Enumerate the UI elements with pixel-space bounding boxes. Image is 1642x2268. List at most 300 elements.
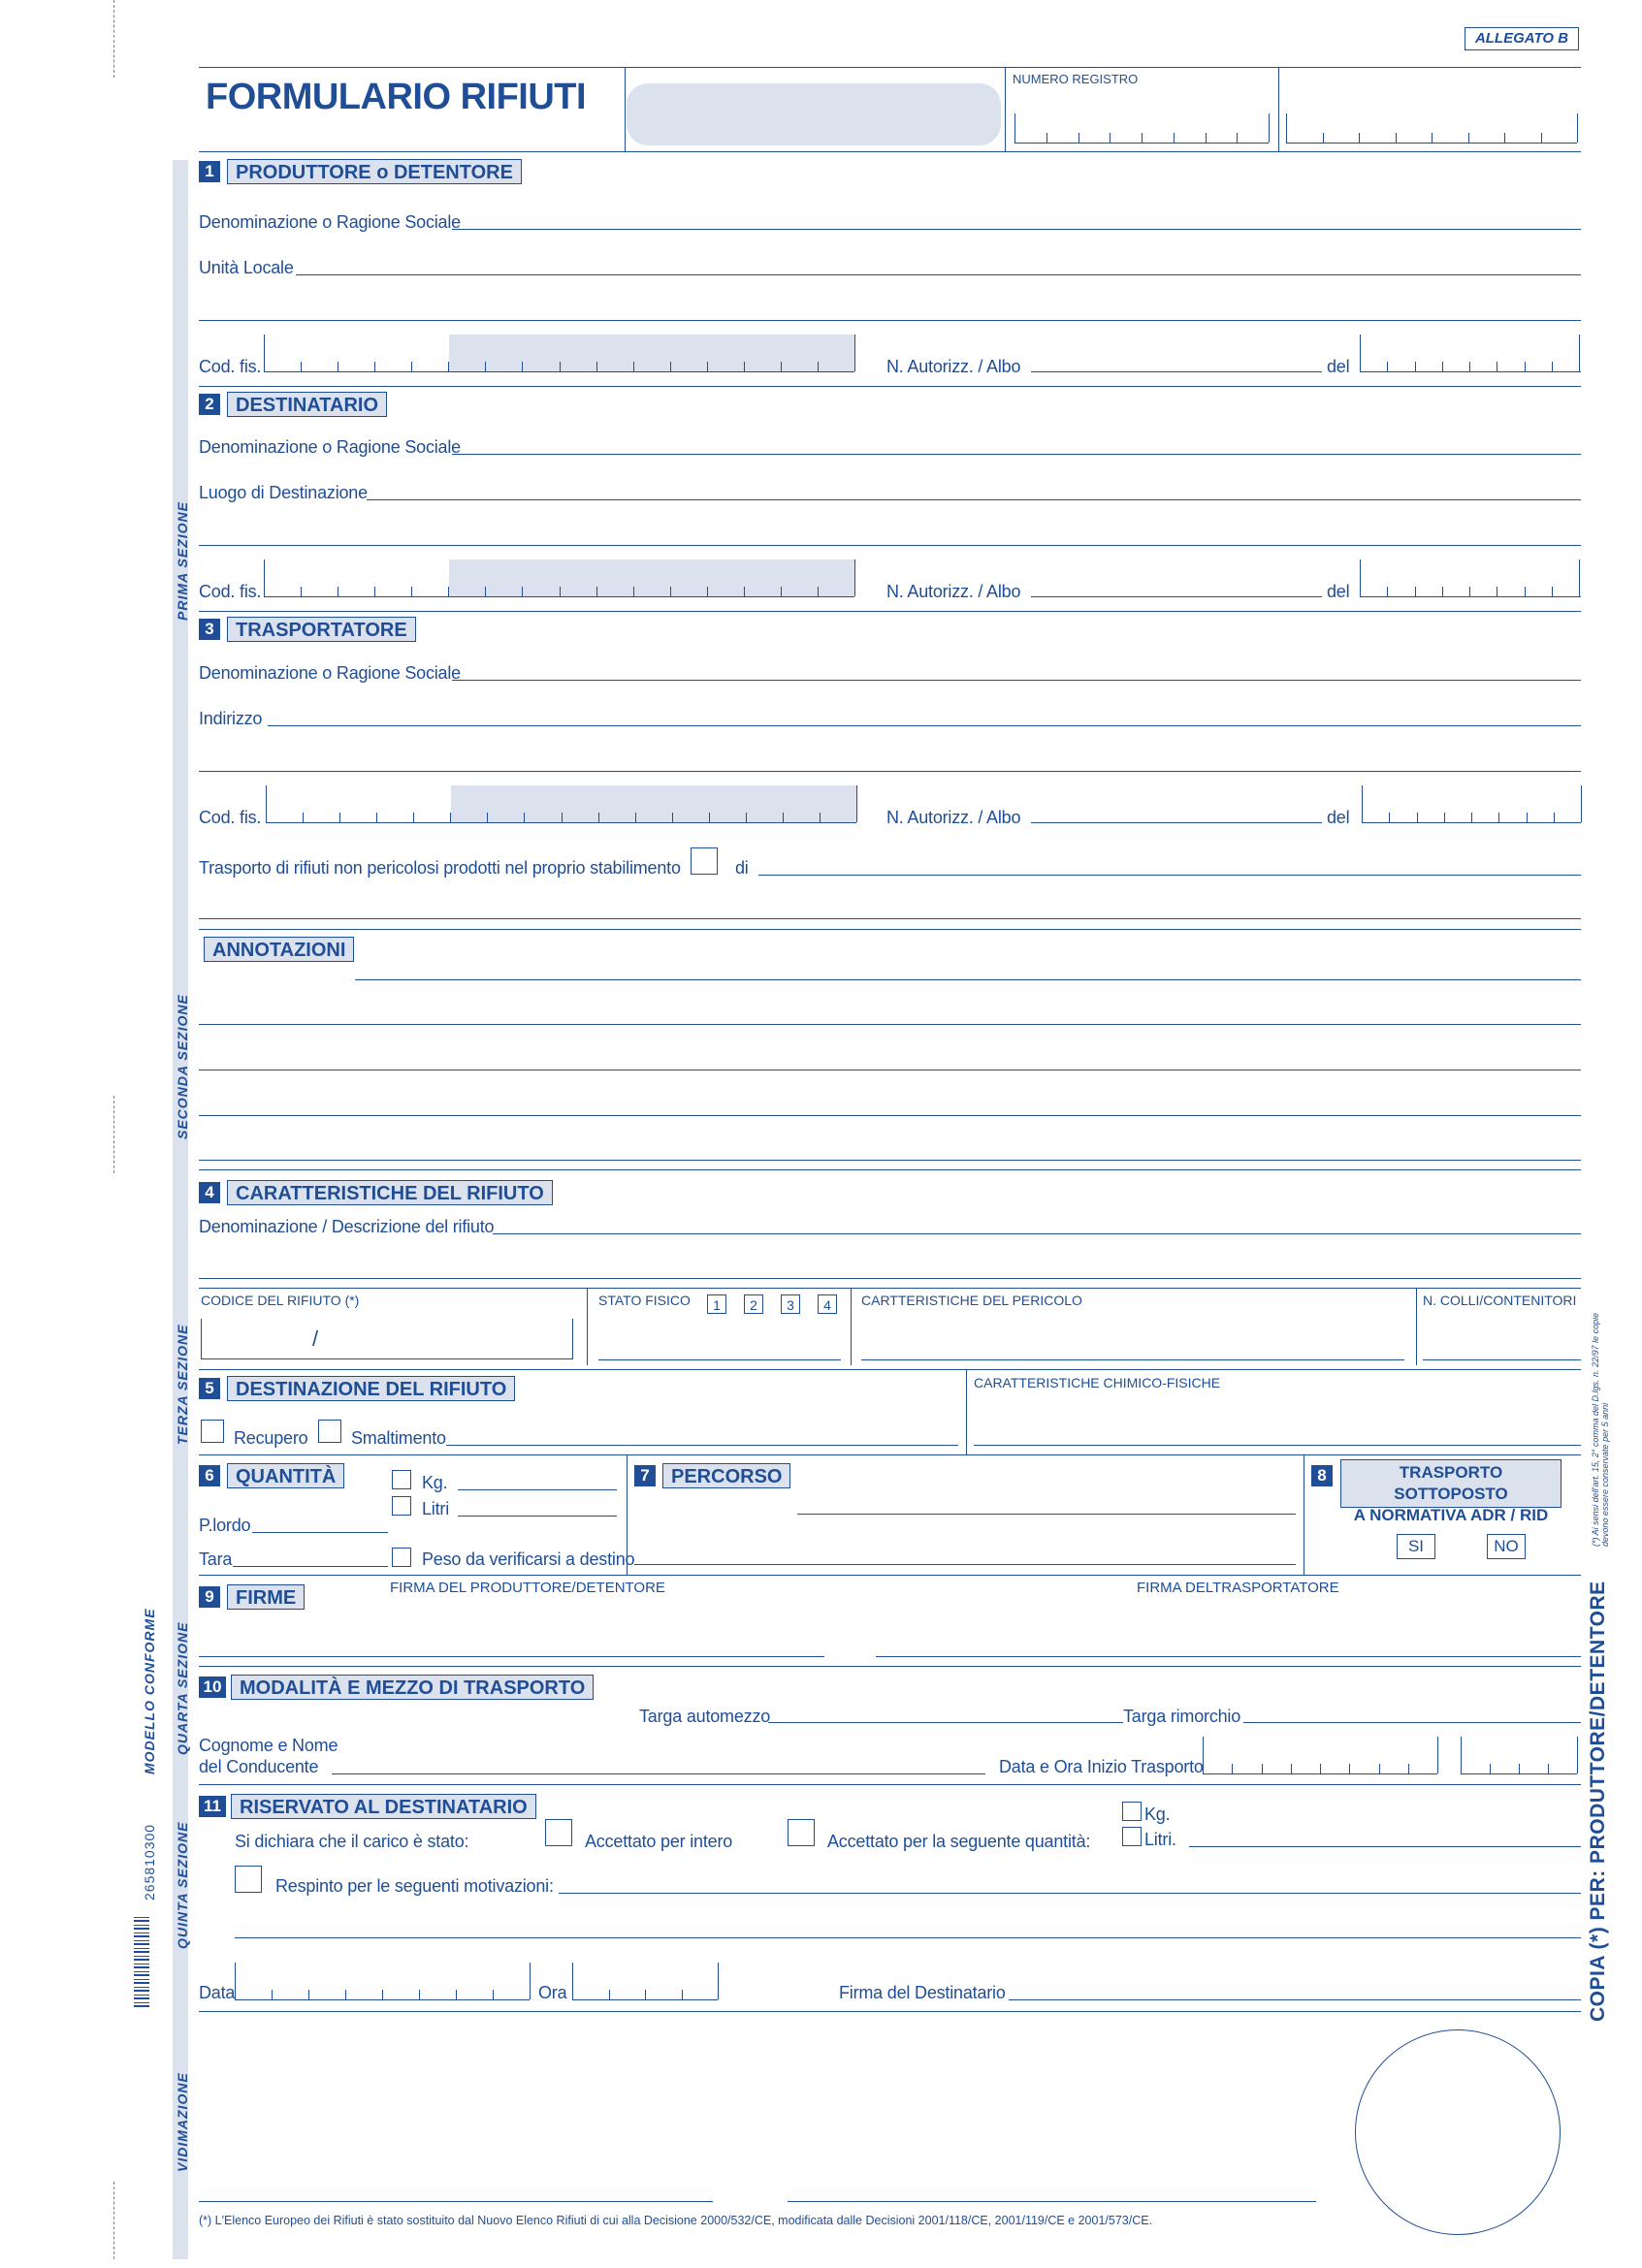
accettato-intero-checkbox[interactable] (545, 1819, 572, 1846)
tick (1110, 133, 1111, 143)
tick (1437, 1737, 1438, 1773)
tick (572, 1963, 573, 1999)
tick (670, 362, 671, 371)
section-number: 8 (1311, 1465, 1333, 1486)
tick (1552, 362, 1553, 371)
tick (856, 785, 857, 822)
section-divider (199, 386, 1581, 387)
tick (562, 813, 563, 822)
ora-field[interactable] (572, 1999, 718, 2000)
field-label: Cod. fis. (199, 808, 262, 827)
section-number: 1 (199, 161, 220, 182)
section-title: PRODUTTORE o DETENTORE (227, 159, 522, 184)
field-label: Denominazione o Ragione Sociale (199, 663, 461, 683)
section-divider (199, 1169, 1581, 1170)
tick (1203, 1737, 1204, 1773)
tick (672, 813, 673, 822)
tick (339, 813, 340, 822)
accettato-quantita-checkbox[interactable] (788, 1819, 815, 1846)
section-number: 4 (199, 1182, 220, 1203)
tick (524, 813, 525, 822)
section-divider (199, 1454, 1581, 1455)
tick (448, 362, 449, 371)
field-label: Denominazione / Descrizione del rifiuto (199, 1217, 495, 1236)
tick (1387, 587, 1388, 596)
stabilimento-checkbox[interactable] (691, 847, 718, 875)
tick (1415, 362, 1416, 371)
checkbox-label: Smaltimento (351, 1428, 446, 1448)
field-label: Cognome e Nome (199, 1736, 338, 1755)
tick (682, 1990, 683, 1999)
litri-checkbox[interactable] (1122, 1827, 1142, 1846)
field-label: di (735, 858, 749, 878)
descrizione-field-2[interactable] (199, 1278, 1581, 1279)
respinto-field-2[interactable] (235, 1937, 1581, 1938)
tick (303, 813, 304, 822)
tick (1415, 587, 1416, 596)
descrizione-field[interactable] (493, 1233, 1581, 1234)
tick (1444, 813, 1445, 822)
stato-fisico-1[interactable]: 1 (707, 1294, 726, 1314)
perforation-mark (113, 2182, 114, 2259)
tick (1206, 133, 1207, 143)
section-title: PERCORSO (662, 1463, 790, 1488)
del-field[interactable] (1360, 371, 1581, 372)
tick (1408, 1764, 1409, 1773)
checkbox-label: Litri. (1144, 1830, 1176, 1849)
section-divider (199, 1369, 1581, 1370)
kg-checkbox[interactable] (1122, 1802, 1142, 1821)
adr-si-box[interactable]: SI (1397, 1534, 1435, 1559)
stato-fisico-4[interactable]: 4 (818, 1294, 837, 1314)
tick (1142, 133, 1143, 143)
percorso-field-2[interactable] (634, 1564, 1296, 1565)
firma-destinatario-field[interactable] (1009, 1999, 1581, 2000)
form-title: FORMULARIO RIFIUTI (206, 77, 587, 117)
tick (382, 1990, 383, 1999)
codice-slash: / (312, 1326, 318, 1351)
section-divider (199, 1575, 1581, 1576)
field-label: del Conducente (199, 1757, 319, 1776)
table-top-line (199, 1288, 1581, 1289)
tick (1432, 133, 1433, 143)
stamp-circle (1355, 2029, 1561, 2235)
checkbox-label: Peso da verificarsi a destino (422, 1549, 635, 1569)
tick (301, 362, 302, 371)
column-divider (587, 1288, 588, 1365)
tick (1554, 813, 1555, 822)
section-title (1340, 1459, 1562, 1524)
field-label: Data (199, 1983, 236, 2002)
legal-note-vertical: (*) Ai sensi dell'art. 15, 2° comma del D.lgs. n. 22/97 le copie devono essere conservate per 5 anni (1591, 1312, 1610, 1547)
field-label: Denominazione o Ragione Sociale (199, 437, 461, 457)
unita-locale-field[interactable] (296, 274, 1581, 275)
litri-field[interactable] (458, 1516, 617, 1517)
luogo-field-2[interactable] (199, 545, 1581, 546)
plordo-field[interactable] (252, 1532, 388, 1533)
barcode-icon (134, 1915, 149, 2007)
tick (1362, 785, 1363, 822)
header-divider (1278, 67, 1279, 151)
tick (707, 362, 708, 371)
firma-label: FIRMA DEL PRODUTTORE/DETENTORE (390, 1580, 665, 1596)
tick (560, 587, 561, 596)
tick (783, 813, 784, 822)
data-inizio-field[interactable] (1203, 1773, 1437, 1774)
colli-field[interactable] (1423, 1359, 1581, 1360)
tick (1359, 133, 1360, 143)
section-divider (199, 1666, 1581, 1667)
luogo-field[interactable] (367, 499, 1581, 500)
section-title: ANNOTAZIONI (204, 937, 354, 962)
tick (1323, 133, 1324, 143)
checkbox-label: Kg. (422, 1473, 448, 1492)
tick (744, 587, 745, 596)
tick (1525, 362, 1526, 371)
cod-fis-field[interactable] (264, 371, 854, 372)
section-divider (199, 929, 1581, 930)
checkbox-label: Litri (422, 1499, 450, 1518)
tick (560, 362, 561, 371)
tick (374, 362, 375, 371)
tick (264, 559, 265, 596)
destinazione-field[interactable] (446, 1445, 958, 1446)
column-label: CARTTERISTICHE DEL PERICOLO (861, 1293, 1082, 1308)
header-divider (1005, 67, 1006, 151)
section-title: DESTINATARIO (227, 392, 387, 417)
chimico-field[interactable] (974, 1445, 1581, 1446)
tick (530, 1963, 531, 1999)
copy-label: COPIA (*) PER: PRODUTTORE/DETENTORE (1587, 1581, 1609, 2022)
annotazioni-line[interactable] (199, 1024, 1581, 1025)
adr-title-line2: A NORMATIVA ADR / RID (1353, 1506, 1549, 1524)
tick (1498, 813, 1499, 822)
field-label: Si dichiara che il carico è stato: (235, 1832, 469, 1851)
column-label: N. COLLI/CONTENITORI (1423, 1293, 1577, 1308)
section-number: 6 (199, 1465, 220, 1486)
tick (1389, 813, 1390, 822)
tick (1525, 587, 1526, 596)
tick (1379, 1764, 1380, 1773)
section-number: 9 (199, 1586, 220, 1608)
tick (1237, 133, 1238, 143)
tick (746, 813, 747, 822)
tick (448, 587, 449, 596)
peso-checkbox[interactable] (392, 1548, 411, 1567)
percorso-field[interactable] (797, 1514, 1296, 1515)
tick (1417, 813, 1418, 822)
quantita-field[interactable] (1189, 1846, 1581, 1847)
field-label: del (1327, 808, 1350, 827)
tick (272, 1990, 273, 1999)
tick (1577, 113, 1578, 143)
perforation-mark (113, 1096, 114, 1173)
tick (1291, 1764, 1292, 1773)
stato-fisico-field[interactable] (598, 1359, 841, 1360)
tick (707, 587, 708, 596)
tick (450, 813, 451, 822)
field-label: Data e Ora Inizio Trasporto (999, 1757, 1204, 1776)
side-label-terza: TERZA SEZIONE (175, 1324, 190, 1445)
annotazioni-line[interactable] (355, 979, 1581, 980)
tick (609, 1990, 610, 1999)
column-label: CODICE DEL RIFIUTO (*) (201, 1293, 360, 1308)
tick (1286, 113, 1287, 143)
section-number: 11 (199, 1796, 226, 1817)
vidimazione-line[interactable] (199, 2201, 713, 2202)
tick (1519, 1764, 1520, 1773)
tick (308, 1990, 309, 1999)
tick (1387, 362, 1388, 371)
tick (1469, 587, 1470, 596)
checkbox-label: Recupero (234, 1428, 308, 1448)
checkbox-label: Respinto per le seguenti motivazioni: (275, 1876, 554, 1896)
cod-fis-shaded (449, 559, 854, 596)
conducente-field[interactable] (332, 1773, 985, 1774)
denominazione-field[interactable] (452, 454, 1581, 455)
footer-note: (*) L'Elenco Europeo dei Rifiuti è stato sostituito dal Nuovo Elenco Rifiuti di cui alla Decisione 2000/532/CE, modificata dalle Decisioni 2001/118/CE, 2001/119/CE e 2001/573/CE. (199, 2214, 1153, 2227)
section-number: 5 (199, 1378, 220, 1399)
field-label: del (1327, 582, 1350, 601)
tick (1461, 1737, 1462, 1773)
recupero-checkbox[interactable] (201, 1420, 224, 1443)
tick (1579, 335, 1580, 371)
tick (485, 362, 486, 371)
tick (781, 362, 782, 371)
denominazione-field[interactable] (452, 680, 1581, 681)
indirizzo-field[interactable] (268, 725, 1581, 726)
section-divider (199, 1784, 1581, 1785)
side-label-seconda: SECONDA SEZIONE (175, 994, 190, 1139)
kg-checkbox[interactable] (392, 1470, 411, 1489)
section-title: FIRME (227, 1584, 305, 1610)
field-label: N. Autorizz. / Albo (886, 808, 1021, 827)
targa-rimorchio-field[interactable] (1243, 1722, 1581, 1723)
header-shaded-field (627, 83, 1001, 145)
column-divider (1416, 1288, 1417, 1365)
checkbox-label: Accettato per la seguente quantità: (827, 1832, 1091, 1851)
tick (1577, 1737, 1578, 1773)
tick (493, 1990, 494, 1999)
tick (376, 813, 377, 822)
tick (818, 587, 819, 596)
tick (1046, 133, 1047, 143)
column-label: STATO FISICO (598, 1293, 691, 1308)
tick (456, 1990, 457, 1999)
tick (633, 362, 634, 371)
registro-field[interactable] (1014, 143, 1269, 144)
tick (1360, 335, 1361, 371)
tick (1552, 587, 1553, 596)
section-title: QUANTITÀ (227, 1463, 344, 1488)
vidimazione-line-2[interactable] (788, 2201, 1316, 2202)
autorizz-field[interactable] (1031, 822, 1322, 823)
adr-no-box[interactable]: NO (1487, 1534, 1526, 1559)
codice-field[interactable] (201, 1319, 573, 1359)
section-number: 3 (199, 619, 220, 640)
tick (1349, 1764, 1350, 1773)
field-label: Unità Locale (199, 258, 294, 277)
tick (818, 362, 819, 371)
tick (487, 813, 488, 822)
del-field[interactable] (1362, 822, 1581, 823)
cod-fis-field[interactable] (266, 822, 856, 823)
autorizz-field[interactable] (1031, 371, 1322, 372)
checkbox-label: Kg. (1144, 1805, 1171, 1824)
tick (522, 587, 523, 596)
tick (854, 559, 855, 596)
header-bottom-line (199, 151, 1581, 152)
side-label-codice: 265810300 (142, 1823, 157, 1901)
tick (744, 362, 745, 371)
cod-fis-field[interactable] (264, 596, 854, 597)
header-top-line (199, 67, 1581, 68)
tick (645, 1990, 646, 1999)
stabilimento-field-2[interactable] (199, 918, 1581, 919)
section-title: TRASPORTATORE (227, 617, 416, 642)
field-label: Trasporto di rifiuti non pericolosi prodotti nel proprio stabilimento (199, 858, 681, 878)
section-title: DESTINAZIONE DEL RIFIUTO (227, 1376, 515, 1401)
tick (1014, 113, 1015, 143)
field-label: Cod. fis. (199, 582, 262, 601)
tick (709, 813, 710, 822)
del-field[interactable] (1360, 596, 1581, 597)
side-label-quinta: QUINTA SEZIONE (175, 1821, 190, 1949)
respinto-checkbox[interactable] (235, 1866, 262, 1893)
tick (596, 362, 597, 371)
denominazione-field[interactable] (452, 229, 1581, 230)
side-label-modello: MODELLO CONFORME (142, 1608, 157, 1774)
tick (1490, 1764, 1491, 1773)
section-title: MODALITÀ E MEZZO DI TRASPORTO (231, 1675, 594, 1700)
tick (633, 587, 634, 596)
section-title: RISERVATO AL DESTINATARIO (231, 1794, 536, 1819)
tick (411, 362, 412, 371)
annotazioni-line[interactable] (199, 1160, 1581, 1161)
tick (1174, 133, 1175, 143)
stabilimento-field[interactable] (758, 875, 1581, 876)
allegato-badge: ALLEGATO B (1465, 27, 1579, 50)
checkbox-label: Accettato per intero (585, 1832, 733, 1851)
annotazioni-line[interactable] (199, 1115, 1581, 1116)
tick (301, 587, 302, 596)
tick (374, 587, 375, 596)
cod-fis-shaded (449, 335, 854, 371)
pericolo-field[interactable] (861, 1359, 1404, 1360)
firma-trasportatore-field[interactable] (876, 1656, 1581, 1657)
firma-produttore-field[interactable] (199, 1656, 824, 1657)
targa-auto-field[interactable] (768, 1722, 1123, 1723)
ora-inizio-field[interactable] (1461, 1773, 1577, 1774)
field-label: del (1327, 357, 1350, 376)
unita-locale-field-2[interactable] (199, 320, 1581, 321)
column-divider (966, 1369, 967, 1454)
autorizz-field[interactable] (1031, 596, 1322, 597)
registro-field-2[interactable] (1286, 143, 1577, 144)
section-divider (199, 611, 1581, 612)
tick (781, 587, 782, 596)
tick (1269, 113, 1270, 143)
section-divider (199, 2011, 1581, 2012)
tick (1360, 559, 1361, 596)
tick (1396, 133, 1397, 143)
side-label-quarta: QUARTA SEZIONE (175, 1621, 190, 1755)
tick (718, 1963, 719, 1999)
tick (485, 587, 486, 596)
tick (598, 813, 599, 822)
tick (596, 587, 597, 596)
tick (1548, 1764, 1549, 1773)
tick (411, 587, 412, 596)
firma-label: FIRMA DELTRASPORTATORE (1137, 1580, 1339, 1596)
tick (1320, 1764, 1321, 1773)
header-divider (625, 67, 626, 151)
field-label: Targa rimorchio (1123, 1707, 1241, 1726)
field-label: Ora (538, 1983, 567, 2002)
tick (1468, 133, 1469, 143)
tick (1232, 1764, 1233, 1773)
field-label: P.lordo (199, 1516, 251, 1535)
indirizzo-field-2[interactable] (199, 771, 1581, 772)
smaltimento-checkbox[interactable] (318, 1420, 341, 1443)
section-title: CARATTERISTICHE DEL RIFIUTO (227, 1180, 553, 1205)
field-label: Denominazione o Ragione Sociale (199, 212, 461, 232)
field-label: Firma del Destinatario (839, 1983, 1006, 2002)
tick (1579, 559, 1580, 596)
stato-fisico-3[interactable]: 3 (781, 1294, 800, 1314)
data-field[interactable] (235, 1999, 530, 2000)
cod-fis-shaded (451, 785, 856, 822)
field-label: N. Autorizz. / Albo (886, 582, 1021, 601)
respinto-field[interactable] (559, 1893, 1581, 1894)
tick (413, 813, 414, 822)
kg-field[interactable] (458, 1489, 617, 1490)
stato-fisico-2[interactable]: 2 (744, 1294, 763, 1314)
tick (820, 813, 821, 822)
tick (266, 785, 267, 822)
field-label: Luogo di Destinazione (199, 483, 368, 502)
field-label: Targa automezzo (639, 1707, 771, 1726)
tick (1527, 813, 1528, 822)
tick (854, 335, 855, 371)
numero-registro-label: NUMERO REGISTRO (1013, 72, 1139, 86)
field-label: Tara (199, 1549, 233, 1569)
tick (235, 1963, 236, 1999)
tara-field[interactable] (233, 1566, 388, 1567)
field-label: Indirizzo (199, 709, 263, 728)
side-label-vidimazione: VIDIMAZIONE (175, 2072, 190, 2172)
tick (1471, 813, 1472, 822)
section-number: 2 (199, 394, 220, 415)
tick (1504, 133, 1505, 143)
side-label-prima: PRIMA SEZIONE (175, 501, 190, 621)
field-label: Cod. fis. (199, 357, 262, 376)
column-label: CARATTERISTICHE CHIMICO-FISICHE (974, 1375, 1221, 1390)
field-label: N. Autorizz. / Albo (886, 357, 1021, 376)
tick (1262, 1764, 1263, 1773)
tick (1541, 133, 1542, 143)
tick (1442, 362, 1443, 371)
section-number: 7 (634, 1465, 656, 1486)
perforation-mark (113, 0, 114, 78)
tick (1469, 362, 1470, 371)
tick (522, 362, 523, 371)
tick (635, 813, 636, 822)
tick (1442, 587, 1443, 596)
tick (264, 335, 265, 371)
litri-checkbox[interactable] (392, 1496, 411, 1516)
adr-title-line1: TRASPORTO SOTTOPOSTO (1394, 1463, 1508, 1503)
